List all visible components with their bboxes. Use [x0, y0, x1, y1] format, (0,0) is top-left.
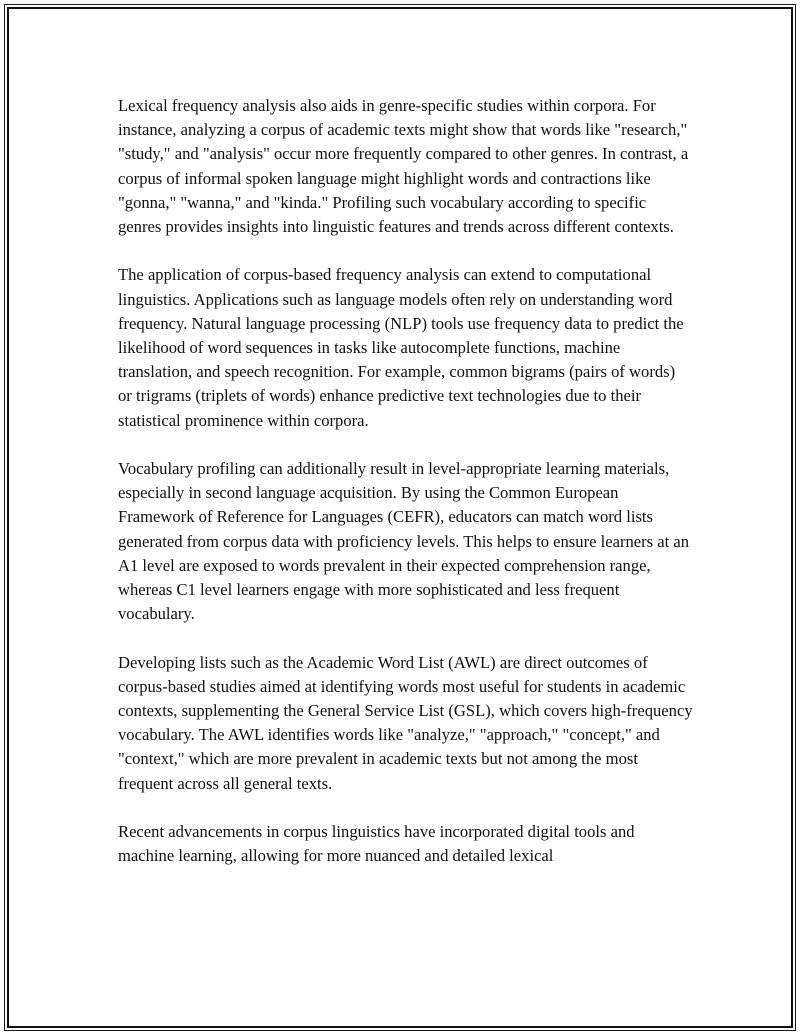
- paragraph-recent-advancements: Recent advancements in corpus linguistics have incorporated digital tools and machine learning, allowing for more nuanced and detailed lexical: [118, 822, 635, 866]
- paragraph-genre-studies: Lexical frequency analysis also aids in genre-specific studies within corpora. For instance, analyzing a corpus of academic texts might show that words like "research," "study," and "analysis" occur more frequently compared to other genres. In contrast, a corpus of informal spoken language might highlight words and contractions like "gonna," "wanna," and "kinda." Profiling such vocabulary according to specific genres provides insights into linguistic features and trends across different contexts.: [118, 96, 689, 237]
- paragraph-computational-linguistics: The application of corpus-based frequency analysis can extend to computational linguistics. Applications such as language models often rely on understanding word frequency. Natural language processing (NLP) tools use frequency data to predict the likelihood of word sequences in tasks like autocomplete functions, machine translation, and speech recognition. For example, common bigrams (pairs of words) or trigrams (triplets of words) enhance predictive text technologies due to their statistical prominence within corpora.: [118, 265, 684, 430]
- document-body: [118, 94, 693, 893]
- paragraph-vocabulary-profiling: Vocabulary profiling can additionally result in level-appropriate learning materials, especially in second language acquisition. By using the Common European Framework of Reference for Languages (CEFR), educators can match word lists generated from corpus data with proficiency levels. This helps to ensure learners at an A1 level are exposed to words prevalent in their expected comprehension range, whereas C1 level learners engage with more sophisticated and less frequent vocabulary.: [118, 459, 690, 624]
- paragraph-academic-word-list: Developing lists such as the Academic Word List (AWL) are direct outcomes of corpus-based studies aimed at identifying words most useful for students in academic contexts, supplementing the General Service List (GSL), which covers high-frequency vocabulary. The AWL identifies words like "analyze," "approach," "concept," and "context," which are more prevalent in academic texts but not among the most frequent across all general texts.: [118, 652, 693, 793]
